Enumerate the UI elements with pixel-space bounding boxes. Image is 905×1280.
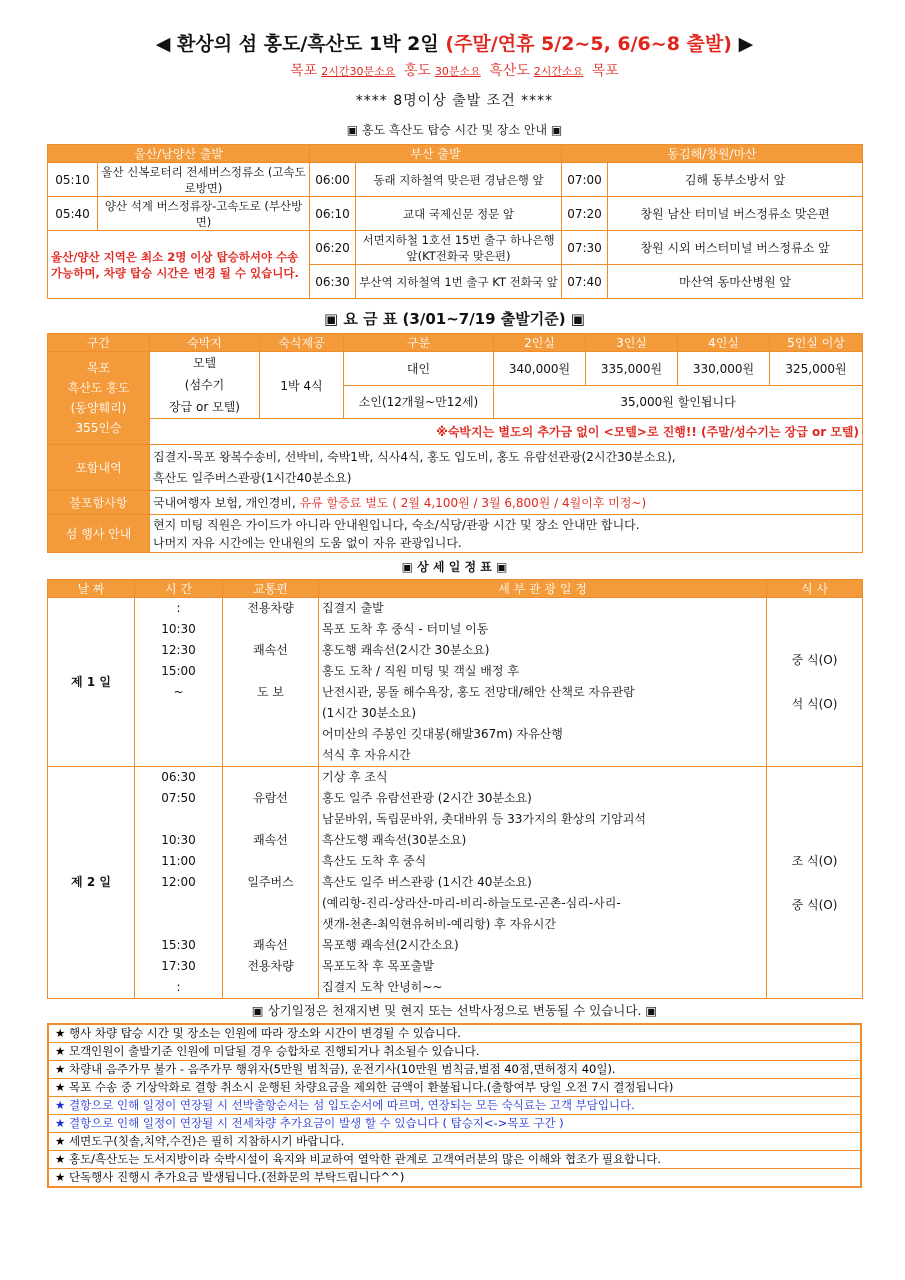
- schedule-desc: (1시간 30분소요): [319, 703, 767, 724]
- excluded-text: [150, 491, 863, 515]
- adult-label: 대인: [344, 352, 494, 386]
- boarding-time: 06:10: [310, 197, 356, 231]
- schedule-desc: 목포 도착 후 중식 - 터미널 이동: [319, 619, 767, 640]
- note-item: ★ 세면도구(칫솔,치약,수건)은 필히 지참하시기 바랍니다.: [49, 1133, 860, 1151]
- schedule-desc: 어미산의 주봉인 깃대봉(해발367m) 자유산행: [319, 724, 767, 745]
- route-line: [47, 60, 862, 82]
- meal-item: 석 식(O): [791, 697, 838, 711]
- schedule-row: [48, 851, 863, 872]
- day2-rows: [48, 767, 863, 999]
- boarding-table: [47, 144, 863, 299]
- schedule-time: 15:30: [135, 935, 223, 956]
- schedule-time: [135, 914, 223, 935]
- page: [47, 0, 862, 1188]
- departure-condition: **** 8명이상 출발 조건 ****: [355, 93, 554, 109]
- schedule-desc: 집결지 도착 안녕히~~: [319, 977, 767, 999]
- boarding-place: 울산 신복로터리 전세버스정류소 (고속도로방면): [98, 163, 310, 197]
- note-item: ★ 홍도/흑산도는 도서지방이라 숙박시설이 육지와 비교하여 열악한 관계로 고객여러분의 많은 이해와 협조가 필요합니다.: [49, 1151, 860, 1169]
- fare-route: [48, 352, 150, 445]
- schedule-transport: [223, 914, 319, 935]
- guide-label: 섬 행사 안내: [48, 515, 150, 553]
- schedule-header: 식 사: [767, 580, 863, 598]
- schedule-desc: 홍도 도착 / 직원 미팅 및 객실 배정 후: [319, 661, 767, 682]
- boarding-time: 06:20: [310, 231, 356, 265]
- schedule-row: [48, 767, 863, 789]
- note-item: ★ 모객인원이 출발기준 인원에 미달될 경우 승합차로 진행되거나 취소될수 있습니다.: [49, 1043, 860, 1061]
- boarding-time: 06:00: [310, 163, 356, 197]
- day-label: 제 2 일: [48, 767, 135, 999]
- meal-item: 중 식(O): [791, 653, 838, 667]
- schedule-desc: 남문바위, 독립문바위, 촛대바위 등 33가지의 환상의 기암괴석: [319, 809, 767, 830]
- schedule-time: 12:30: [135, 640, 223, 661]
- schedule-transport: 쾌속선: [223, 935, 319, 956]
- schedule-transport: [223, 703, 319, 724]
- schedule-meals: [767, 767, 863, 999]
- boarding-header-busan: 부산 출발: [310, 145, 562, 163]
- boarding-place: 부산역 지하철역 1번 출구 KT 전화국 앞: [356, 265, 562, 299]
- schedule-desc: 난전시관, 몽돌 해수욕장, 홍도 전망대/해안 산책로 자유관람: [319, 682, 767, 703]
- lodging-line: 모텔: [192, 356, 217, 370]
- fare-section-title: ▣ 요 금 표 (3/01~7/19 출발기준) ▣: [324, 310, 585, 328]
- boarding-time: 07:00: [562, 163, 608, 197]
- schedule-time: :: [135, 598, 223, 620]
- boarding-place: 동래 지하철역 맞은편 경남은행 앞: [356, 163, 562, 197]
- fare-header: 5인실 이상: [770, 334, 863, 352]
- route-duration: 2시간소요: [533, 65, 584, 78]
- schedule-transport: [223, 661, 319, 682]
- fare-lodging: [150, 352, 260, 419]
- excluded-label: 불포함사항: [48, 491, 150, 515]
- schedule-desc: 홍도행 쾌속선(2시간 30분소요): [319, 640, 767, 661]
- schedule-time: :: [135, 977, 223, 999]
- schedule-time: 17:30: [135, 956, 223, 977]
- boarding-place: 교대 국제신문 정문 앞: [356, 197, 562, 231]
- route-place: 목포: [290, 63, 318, 79]
- boarding-time: 07:20: [562, 197, 608, 231]
- schedule-section-title: ▣ 상 세 일 정 표 ▣: [401, 560, 508, 574]
- fare-header: 2인실: [494, 334, 586, 352]
- boarding-place: 서면지하철 1호선 15번 출구 하나은행 앞(KT전화국 맞은편): [356, 231, 562, 265]
- price-3: 335,000원: [586, 352, 678, 386]
- included-text: [150, 445, 863, 491]
- schedule-row: [48, 935, 863, 956]
- schedule-row: [48, 893, 863, 914]
- schedule-row: [48, 661, 863, 682]
- schedule-row: [48, 703, 863, 724]
- schedule-transport: [223, 809, 319, 830]
- meal-item: 중 식(O): [791, 897, 838, 912]
- schedule-time: [135, 809, 223, 830]
- boarding-section-title: ▣ 홍도 흑산도 탑승 시간 및 장소 안내 ▣: [346, 123, 563, 137]
- boarding-header-gimhae: 동김해/창원/마산: [562, 145, 863, 163]
- route-duration: 2시간30분소요: [321, 65, 396, 78]
- fare-table: [47, 333, 863, 553]
- route-place: 흑산도: [489, 63, 530, 79]
- schedule-time: 10:30: [135, 830, 223, 851]
- schedule-desc: 석식 후 자유시간: [319, 745, 767, 767]
- schedule-desc: 흑산도 도착 후 중식: [319, 851, 767, 872]
- schedule-row: [48, 682, 863, 703]
- schedule-desc: 흑산도 일주 버스관광 (1시간 40분소요): [319, 872, 767, 893]
- lodging-line: (섬수기: [184, 378, 225, 392]
- fare-header: 숙식제공: [260, 334, 344, 352]
- schedule-time: 07:50: [135, 788, 223, 809]
- boarding-time: 07:40: [562, 265, 608, 299]
- note-item: ★ 결항으로 인해 일정이 연장될 시 전세차량 추가요금이 발생 할 수 있습니다 ( 탑승지<->목포 구간 ): [49, 1115, 860, 1133]
- note-item: ★ 행사 차량 탑승 시간 및 장소는 인원에 따라 장소와 시간이 변경될 수 있습니다.: [49, 1025, 860, 1043]
- schedule-row: [48, 809, 863, 830]
- schedule-desc: 목포행 쾌속선(2시간소요): [319, 935, 767, 956]
- excluded-items: 국내여행자 보험, 개인경비,: [153, 496, 296, 510]
- fare-header: 구간: [48, 334, 150, 352]
- lodging-line: 장급 or 모텔): [169, 400, 240, 414]
- guide-line: 현지 미팅 직원은 가이드가 아니라 안내원입니다, 숙소/식당/관광 시간 및 장소 안내만 합니다.: [153, 517, 640, 532]
- schedule-row: [48, 977, 863, 999]
- boarding-time: 07:30: [562, 231, 608, 265]
- boarding-time: 06:30: [310, 265, 356, 299]
- title-date-range: (주말/연휴 5/2~5, 6/6~8 출발): [445, 33, 732, 55]
- schedule-table: [47, 579, 863, 999]
- guide-line: 나머지 자유 시간에는 안내원의 도움 없이 자유 관광입니다.: [153, 535, 462, 550]
- schedule-time: 10:30: [135, 619, 223, 640]
- fare-header: 3인실: [586, 334, 678, 352]
- route-place: 홍도: [403, 63, 431, 79]
- schedule-transport: 쾌속선: [223, 640, 319, 661]
- guide-text: [150, 515, 863, 553]
- included-line: 흑산도 일주버스관광(1시간40분소요): [153, 470, 352, 485]
- schedule-row: [48, 745, 863, 767]
- schedule-footer: ▣ 상기일정은 천재지변 및 현지 또는 선박사정으로 변동될 수 있습니다. ▣: [251, 1003, 658, 1018]
- schedule-row: [48, 956, 863, 977]
- fare-header: 숙박지: [150, 334, 260, 352]
- price-5: 325,000원: [770, 352, 863, 386]
- boarding-header-ulsan: 울산/남양산 출발: [48, 145, 310, 163]
- boarding-time: 05:10: [48, 163, 98, 197]
- included-line: 집결지-목포 왕복수송비, 선박비, 숙박1박, 식사4식, 홍도 입도비, 홍도 유람선관광(2시간30분소요),: [153, 449, 676, 464]
- fare-route-line: (동양훼리): [70, 401, 127, 415]
- schedule-time: 12:00: [135, 872, 223, 893]
- schedule-transport: 도 보: [223, 682, 319, 703]
- price-2: 340,000원: [494, 352, 586, 386]
- note-item: ★ 단독행사 진행시 추가요금 발생됩니다.(전화문의 부탁드립니다^^): [55, 1170, 405, 1184]
- schedule-transport: 전용차량: [223, 956, 319, 977]
- schedule-transport: [223, 851, 319, 872]
- fare-route-line: 355인승: [75, 421, 122, 435]
- schedule-transport: 유람선: [223, 788, 319, 809]
- schedule-desc: 흑산도행 쾌속선(30분소요): [319, 830, 767, 851]
- schedule-desc: 홍도 일주 유람선관광 (2시간 30분소요): [319, 788, 767, 809]
- schedule-row: [48, 619, 863, 640]
- fare-route-line: 목포: [86, 361, 111, 375]
- fare-header: 4인실: [678, 334, 770, 352]
- schedule-row: [48, 830, 863, 851]
- schedule-desc: (예리항-진리-상라산-마리-비리-하늘도로-곤촌-심리-사리-: [319, 893, 767, 914]
- schedule-header: 날 짜: [48, 580, 135, 598]
- schedule-time: [135, 893, 223, 914]
- boarding-place: 창원 남산 터미널 버스정류소 맞은편: [608, 197, 863, 231]
- schedule-transport: 전용차량: [223, 598, 319, 620]
- ulsan-note: 울산/양산 지역은 최소 2명 이상 탑승하셔야 수송가능하며, 차량 탑승 시간은 변경 될 수 있습니다.: [48, 231, 310, 299]
- boarding-place: 창원 시외 버스터미널 버스정류소 앞: [608, 231, 863, 265]
- boarding-place: 마산역 동마산병원 앞: [608, 265, 863, 299]
- meal-item: 조 식(O): [791, 853, 838, 868]
- schedule-row: [48, 788, 863, 809]
- notes-box: [47, 1023, 862, 1188]
- schedule-header: 교통편: [223, 580, 319, 598]
- schedule-desc: 집결지 출발: [319, 598, 767, 620]
- schedule-transport: 일주버스: [223, 872, 319, 893]
- schedule-transport: [223, 724, 319, 745]
- schedule-time: 06:30: [135, 767, 223, 789]
- day1-rows: [48, 598, 863, 767]
- child-label: 소인(12개월~만12세): [344, 385, 494, 419]
- schedule-row: [48, 724, 863, 745]
- schedule-time: 11:00: [135, 851, 223, 872]
- schedule-time: 15:00: [135, 661, 223, 682]
- note-item: ★ 목포 수송 중 기상악화로 결항 취소시 운행된 차량요금을 제외한 금액이 환불됩니다.(출항여부 당일 오전 7시 결정됩니다): [49, 1079, 860, 1097]
- schedule-transport: [223, 767, 319, 789]
- day-label: 제 1 일: [48, 598, 135, 767]
- schedule-time: [135, 703, 223, 724]
- schedule-row: [48, 640, 863, 661]
- boarding-place: 양산 석계 버스정류장-고속도로 (부산방면): [98, 197, 310, 231]
- fuel-surcharge: 유류 할증료 별도 ( 2월 4,100원 / 3월 6,800원 / 4월이후 미정~): [299, 496, 647, 510]
- schedule-time: [135, 745, 223, 767]
- schedule-transport: 쾌속선: [223, 830, 319, 851]
- included-label: 포함내역: [48, 445, 150, 491]
- schedule-time: ~: [135, 682, 223, 703]
- fare-route-line: 흑산도 홍도: [67, 381, 130, 395]
- title-main: ◀ 환상의 섬 홍도/흑산도 1박 2일: [155, 33, 439, 55]
- schedule-desc: 목포도착 후 목포출발: [319, 956, 767, 977]
- schedule-header: 시 간: [135, 580, 223, 598]
- note-item: ★ 차량내 음주가무 불가 - 음주가무 행위자(5만원 범칙금), 운전기사(10만원 범칙금,벌점 40점,면허정지 40일).: [49, 1061, 860, 1079]
- schedule-row: [48, 914, 863, 935]
- schedule-row: [48, 598, 863, 620]
- lodging-note: ※숙박지는 별도의 추가금 없이 <모텔>로 진행!! (주말/성수기는 장급 or 모텔): [150, 419, 863, 445]
- schedule-transport: [223, 893, 319, 914]
- schedule-meals: [767, 598, 863, 767]
- schedule-transport: [223, 619, 319, 640]
- boarding-place: 김해 동부소방서 앞: [608, 163, 863, 197]
- schedule-transport: [223, 977, 319, 999]
- schedule-header: 세 부 관 광 일 정: [319, 580, 767, 598]
- page-title: [47, 30, 862, 58]
- schedule-row: [48, 872, 863, 893]
- schedule-transport: [223, 745, 319, 767]
- child-discount: 35,000원 할인됩니다: [494, 385, 863, 419]
- route-duration: 30분소요: [434, 65, 481, 78]
- route-place: 목포: [591, 63, 619, 79]
- schedule-desc: 기상 후 조식: [319, 767, 767, 789]
- fare-meals: 1박 4식: [260, 352, 344, 419]
- price-4: 330,000원: [678, 352, 770, 386]
- fare-header: 구분: [344, 334, 494, 352]
- schedule-desc: 샛개-천촌-최익현유허비-예리항) 후 자유시간: [319, 914, 767, 935]
- note-item: ★ 결항으로 인해 일정이 연장될 시 선박출항순서는 섬 입도순서에 따르며, 연장되는 모든 숙식료는 고객 부담입니다.: [49, 1097, 860, 1115]
- boarding-time: 05:40: [48, 197, 98, 231]
- title-arrow: ▶: [738, 33, 754, 55]
- schedule-time: [135, 724, 223, 745]
